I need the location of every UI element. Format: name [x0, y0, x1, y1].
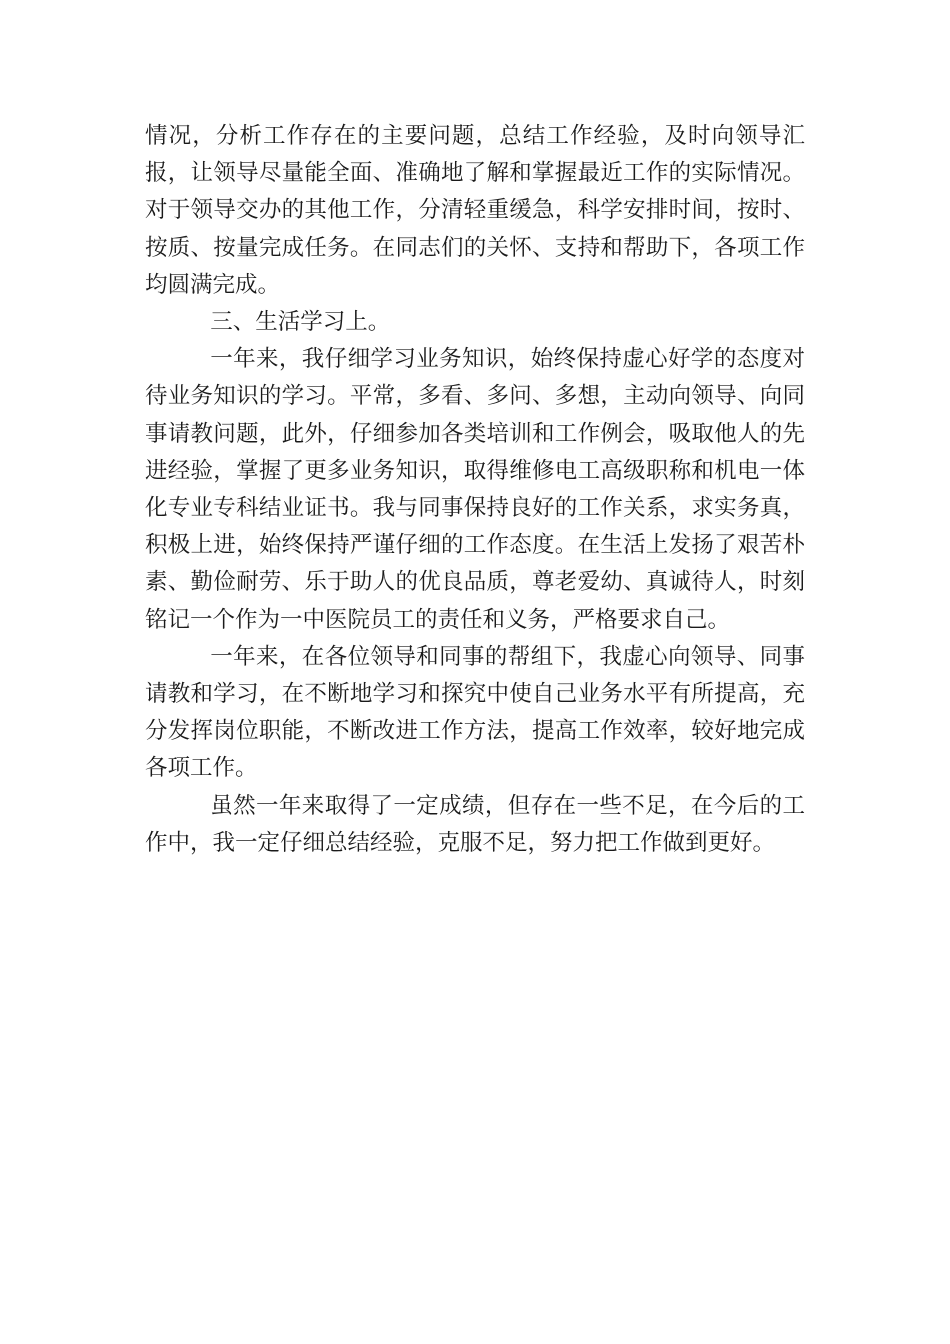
paragraph-conclusion: 虽然一年来取得了一定成绩，但存在一些不足，在今后的工作中，我一定仔细总结经验，克服不足，努力把工作做到更好。: [145, 792, 805, 856]
paragraph-study-details: 一年来，我仔细学习业务知识，始终保持虚心好学的态度对待业务知识的学习。平常，多看、多问、多想，主动向领导、向同事请教问题，此外，仔细参加各类培训和工作例会，吸取他人的先进经验，掌握了更多业务知识，取得维修电工高级职称和机电一体化专业专科结业证书。我与同事保持良好的工作关系，求实务真，积极上进，始终保持严谨仔细的工作态度。在生活上发扬了艰苦朴素、勤俭耐劳、乐于助人的优良品质，尊老爱幼、真诚待人，时刻铭记一个作为一中医院员工的责任和义务，严格要求自己。: [145, 346, 805, 633]
document-body: [145, 118, 805, 862]
section-heading-life-study: 三、生活学习上。: [210, 309, 391, 336]
paragraph-continuation: 情况，分析工作存在的主要问题，总结工作经验，及时向领导汇报，让领导尽量能全面、准确地了解和掌握最近工作的实际情况。对于领导交办的其他工作，分清轻重缓急，科学安排时间，按时、按质、按量完成任务。在同志们的关怀、支持和帮助下，各项工作均圆满完成。: [145, 123, 805, 298]
paragraph-summary: 一年来，在各位领导和同事的帮组下，我虚心向领导、同事请教和学习，在不断地学习和探究中使自己业务水平有所提高，充分发挥岗位职能，不断改进工作方法，提高工作效率，较好地完成各项工作。: [145, 643, 805, 782]
